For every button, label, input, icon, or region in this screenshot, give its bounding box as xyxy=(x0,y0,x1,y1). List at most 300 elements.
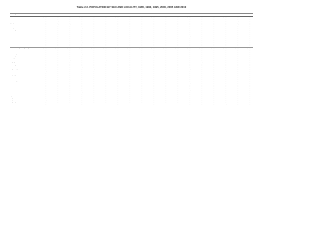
sex-header: Both Sexes xyxy=(181,13,193,16)
value-cell: 7,366 xyxy=(140,20,145,22)
locality-cell: Hagonoy xyxy=(10,101,17,103)
value-cell: 223,673 xyxy=(175,55,181,57)
value-cell: 7,567 xyxy=(92,20,97,22)
locality-cell: Marcelo Green xyxy=(10,94,21,96)
value-cell: 63,620 xyxy=(164,65,169,67)
value-cell: 92,418 xyxy=(80,63,85,65)
value-cell: 13,012 xyxy=(152,90,157,92)
value-cell: 247,517 xyxy=(211,52,217,54)
locality-cell: Tunasan xyxy=(10,71,17,73)
value-cell: 241,528 xyxy=(151,28,157,30)
table-row xyxy=(10,104,253,106)
value-cell: 241,528 xyxy=(223,28,229,30)
value-cell: 63,800 xyxy=(248,63,253,65)
value-cell: 1,420,488 xyxy=(49,48,61,50)
value-cell: 8,566 xyxy=(212,88,217,90)
value-cell: 11,712 xyxy=(188,92,193,94)
value-cell: 19,904 xyxy=(128,75,133,76)
locality-cell: San Miguel xyxy=(10,30,18,32)
value-cell: 21,204 xyxy=(212,76,217,78)
value-cell: 92,418 xyxy=(44,35,49,37)
value-cell: 57,210 xyxy=(212,26,217,28)
locality-cell: Sun Valley xyxy=(10,80,18,82)
value-cell: 13,974 xyxy=(128,80,133,82)
value-cell: 60,470 xyxy=(212,63,217,65)
value-cell: 43,212 xyxy=(152,75,157,76)
value-cell: 14,878 xyxy=(56,76,61,78)
locality-cell: South Metropolitan (SMR) xyxy=(10,48,37,50)
value-cell: 19,214 xyxy=(68,73,73,75)
value-cell: 902 xyxy=(142,103,145,105)
value-cell: 48,250 xyxy=(176,45,181,47)
value-cell: 10,816 xyxy=(152,92,157,94)
value-cell: 3,816,142 xyxy=(145,48,157,50)
locality-cell: Vitalez xyxy=(10,90,15,92)
value-cell: 54,380 xyxy=(200,67,205,69)
value-cell: 1,654,761 xyxy=(114,16,121,18)
value-cell: 133,198 xyxy=(127,28,133,30)
value-cell: 98,316 xyxy=(44,65,49,67)
value-cell: 164,402 xyxy=(115,43,121,45)
value-cell: 6,918 xyxy=(44,94,49,96)
value-cell: 12,222 xyxy=(68,22,73,24)
value-cell: 467,375 xyxy=(151,61,157,63)
table-body xyxy=(10,16,253,105)
value-cell: 21,714 xyxy=(152,84,157,86)
value-cell: 6,396 xyxy=(176,20,181,22)
value-cell: 4,104,712 xyxy=(181,48,193,50)
value-cell: 46,513 xyxy=(68,45,73,47)
value-cell: 83,006 xyxy=(128,43,133,45)
value-cell: 36,604 xyxy=(128,37,133,39)
value-cell: 128,212 xyxy=(223,63,229,65)
value-cell: 379,310 xyxy=(151,54,157,56)
value-cell: 10,006 xyxy=(128,84,133,86)
value-cell: 289,866 xyxy=(139,18,145,20)
value-cell: 215,612 xyxy=(43,54,49,56)
value-cell: 3,712 xyxy=(116,99,121,101)
value-cell: 3,702 xyxy=(164,32,169,34)
value-cell: 58,530 xyxy=(68,26,73,28)
value-cell: 81,396 xyxy=(140,43,145,45)
value-cell: 44,224 xyxy=(44,24,49,26)
value-cell: 41,902 xyxy=(68,63,73,65)
value-cell: 408,610 xyxy=(115,57,121,59)
value-cell: 266,637 xyxy=(79,61,85,63)
value-cell: 528,012 xyxy=(187,50,193,52)
value-cell: 40,858 xyxy=(212,69,217,71)
value-cell: 31,406 xyxy=(248,71,253,73)
locality-cell: Port Area xyxy=(10,41,17,43)
value-cell: 9,293 xyxy=(176,30,181,32)
table-title: Table 2.3. POPULATION BY SEX AND LOCALITY, 1985, 1990, 1995, 2000, 2005 AND 2010 xyxy=(76,6,187,9)
value-cell: 190,714 xyxy=(163,54,169,56)
value-cell: 56,690 xyxy=(164,63,169,65)
value-cell: 18,599 xyxy=(152,30,157,32)
value-cell: 265,388 xyxy=(199,50,205,52)
value-cell: 41,854 xyxy=(104,67,109,69)
value-cell: 5,980 xyxy=(68,88,73,90)
value-cell: 12,018 xyxy=(44,88,49,90)
value-cell: 42,262 xyxy=(92,67,97,69)
value-cell: 4,800 xyxy=(212,32,217,34)
value-cell: 179,804 xyxy=(55,57,61,59)
sex-header: Females xyxy=(49,13,61,16)
value-cell: 46,008 xyxy=(56,45,61,47)
value-cell: 89,110 xyxy=(188,35,193,37)
value-cell: 16,036 xyxy=(128,78,133,80)
sex-header: Males xyxy=(205,13,217,16)
value-cell: 12,406 xyxy=(140,22,145,24)
value-cell: 58,216 xyxy=(224,73,229,75)
value-cell: 4,544 xyxy=(140,32,145,34)
value-cell: 23,570 xyxy=(128,73,133,75)
value-cell: 9,064 xyxy=(248,88,253,90)
value-cell: 22,914 xyxy=(44,80,49,82)
value-cell: 5,512 xyxy=(152,97,157,99)
value-cell: 62,998 xyxy=(176,65,181,67)
value-cell: 1,630,485 xyxy=(42,16,49,18)
value-cell: 12,186 xyxy=(212,22,217,24)
value-cell: 4,016 xyxy=(152,99,157,101)
value-cell: 4,612 xyxy=(224,99,229,101)
value-cell: 529,039 xyxy=(223,52,229,54)
value-cell: 58,612 xyxy=(200,26,205,28)
value-cell: 1,214 xyxy=(56,101,61,103)
value-cell: 34,812 xyxy=(152,78,157,80)
sex-header: Both Sexes xyxy=(109,13,121,16)
value-cell: 8,212 xyxy=(44,92,49,94)
value-cell: 1,406,124 xyxy=(61,48,73,50)
value-cell: 262,624 xyxy=(211,50,217,52)
value-cell: 185,212 xyxy=(91,57,97,59)
value-cell: 228,735 xyxy=(247,54,253,56)
value-cell: 2,170 xyxy=(200,99,205,101)
value-cell: 2,463 xyxy=(176,33,181,35)
value-cell: 12,942 xyxy=(176,82,181,84)
value-cell: 84,212 xyxy=(44,63,49,65)
value-cell: 35,126 xyxy=(176,37,181,39)
value-cell: 22,123 xyxy=(248,24,253,26)
value-cell: 23,518 xyxy=(188,84,193,86)
value-cell: 39,316 xyxy=(152,76,157,78)
value-cell: 43,194 xyxy=(248,69,253,71)
value-cell: 7,999 xyxy=(236,30,241,32)
value-cell: 74,002 xyxy=(188,37,193,39)
value-cell: 278,411 xyxy=(79,54,85,56)
value-cell: 11,702 xyxy=(212,84,217,86)
value-cell: 10,810 xyxy=(236,86,241,88)
value-cell: 2,944 xyxy=(212,97,217,99)
value-cell: 18,212 xyxy=(80,84,85,86)
value-cell: 308,236 xyxy=(79,55,85,57)
value-cell: 14,978 xyxy=(236,82,241,84)
value-cell: 6,690 xyxy=(92,88,97,90)
value-cell: 18,898 xyxy=(200,78,205,80)
value-cell: 14,918 xyxy=(224,90,229,92)
value-cell: 7,092 xyxy=(200,90,205,92)
value-cell: 48,918 xyxy=(68,65,73,67)
value-cell: 86,812 xyxy=(224,69,229,71)
value-cell: 58,514 xyxy=(248,45,253,47)
value-cell: 10,406 xyxy=(56,30,61,32)
value-cell: 38,022 xyxy=(176,69,181,71)
value-cell: 34,812 xyxy=(224,80,229,82)
locality-cell: Taguig xyxy=(10,61,15,63)
value-cell: 46,426 xyxy=(92,63,97,65)
value-cell: 57,407 xyxy=(152,59,157,61)
value-cell: 510,383 xyxy=(187,52,193,54)
value-cell: 3,924 xyxy=(200,95,205,97)
value-cell: 76,134 xyxy=(152,39,157,41)
value-cell: 78,998 xyxy=(164,43,169,45)
value-cell: 6,180 xyxy=(248,92,253,94)
value-cell: 229,244 xyxy=(55,52,61,54)
value-cell: 2,120 xyxy=(56,97,61,99)
value-cell: 817,146 xyxy=(211,16,217,18)
value-cell: 6,012 xyxy=(116,33,121,35)
value-cell: 55,414 xyxy=(104,26,109,28)
value-cell: 28,593 xyxy=(236,41,241,43)
value-cell: 2,718 xyxy=(56,95,61,97)
value-cell: 6,018 xyxy=(80,95,85,97)
locality-cell: Pandacan xyxy=(10,39,18,41)
value-cell: 323,754 xyxy=(235,61,241,63)
value-cell: 76,418 xyxy=(152,69,157,71)
value-cell: 70,012 xyxy=(116,69,121,71)
value-cell: 1,914 xyxy=(152,103,157,105)
value-cell: 4,488 xyxy=(176,94,181,96)
value-cell: 3,162,814 xyxy=(73,48,85,50)
value-cell: 24,536 xyxy=(176,41,181,43)
value-cell: 2,694 xyxy=(68,95,73,97)
value-cell: 22,616 xyxy=(236,76,241,78)
value-cell: 19,398 xyxy=(56,73,61,75)
value-cell: 36,012 xyxy=(116,76,121,78)
value-cell: 70,978 xyxy=(224,37,229,39)
value-cell: 13,316 xyxy=(80,88,85,90)
value-cell: 70,978 xyxy=(152,37,157,39)
value-cell: 161,218 xyxy=(187,43,193,45)
value-cell: 6,430 xyxy=(164,20,169,22)
year-header: 1985 xyxy=(37,11,73,13)
value-cell: 156,414 xyxy=(151,43,157,45)
value-cell: 9,116 xyxy=(81,92,85,94)
value-cell: 74,616 xyxy=(80,37,85,39)
value-cell: 28,591 xyxy=(176,59,181,61)
value-cell: 5,608 xyxy=(56,32,61,34)
value-cell: 818,281 xyxy=(247,16,253,18)
value-cell: 3,824 xyxy=(92,94,97,96)
value-cell: 812,472 xyxy=(139,16,145,18)
value-cell: 21,414 xyxy=(200,76,205,78)
value-cell: 205,452 xyxy=(127,57,133,59)
value-cell: 118,657 xyxy=(247,28,253,30)
value-cell: 16,380 xyxy=(212,80,217,82)
value-cell: 17,918 xyxy=(140,76,145,78)
value-cell: 133,922 xyxy=(91,61,97,63)
value-cell: 9,018 xyxy=(152,94,157,96)
value-cell: 27,374 xyxy=(212,73,217,75)
value-cell: 16,614 xyxy=(188,30,193,32)
value-cell: 141,316 xyxy=(223,65,229,67)
value-cell: 1,571,908 xyxy=(97,48,109,50)
value-cell: 115,747 xyxy=(223,26,229,28)
value-cell: 80,402 xyxy=(68,43,73,45)
value-cell: 1,866 xyxy=(128,99,133,101)
value-cell: 1,718 xyxy=(92,99,97,101)
value-cell: 55,286 xyxy=(116,59,121,61)
value-cell: 61,028 xyxy=(200,63,205,65)
locality-cell: Parañaque xyxy=(10,55,18,57)
value-cell: 204,812 xyxy=(199,57,205,59)
value-cell: 55,262 xyxy=(176,26,181,28)
value-cell: 23,818 xyxy=(116,82,121,84)
sex-header: Females xyxy=(85,13,97,16)
value-cell: 32,918 xyxy=(188,80,193,82)
value-cell: 608,734 xyxy=(187,18,193,20)
value-cell: 233,398 xyxy=(91,52,97,54)
value-cell: 37,690 xyxy=(176,39,181,41)
value-cell: 472,780 xyxy=(151,50,157,52)
value-cell: 35,178 xyxy=(128,69,133,71)
value-cell: 4,138 xyxy=(248,95,253,97)
value-cell: 189,792 xyxy=(139,61,145,63)
value-cell: 298,546 xyxy=(211,18,217,20)
value-cell: 20,034 xyxy=(116,30,121,32)
table-container xyxy=(10,11,253,106)
value-cell: 5,382 xyxy=(176,92,181,94)
value-cell: 7,496 xyxy=(236,90,241,92)
value-cell: 1,498 xyxy=(176,101,181,103)
value-cell: 39,818 xyxy=(224,78,229,80)
value-cell: 108,398 xyxy=(55,54,61,56)
value-cell: 23,522 xyxy=(200,75,205,76)
value-cell: 177,808 xyxy=(67,57,73,59)
value-cell: 7,024 xyxy=(212,90,217,92)
value-cell: 110,720 xyxy=(67,61,73,63)
value-cell: 108,226 xyxy=(187,67,193,69)
value-cell: 3,012 xyxy=(152,101,157,103)
value-cell: 28,968 xyxy=(68,69,73,71)
value-cell: 17,490 xyxy=(164,78,169,80)
value-cell: 2,166,388 xyxy=(241,48,253,50)
value-cell: 3,004 xyxy=(128,33,133,35)
value-cell: 3,716 xyxy=(68,33,73,35)
value-cell: 4,126 xyxy=(56,92,61,94)
value-cell: 7,456 xyxy=(128,20,133,22)
value-cell: 3,574 xyxy=(236,32,241,34)
value-cell: 817,503 xyxy=(91,16,97,18)
value-cell: 58,718 xyxy=(140,65,145,67)
value-cell: 11,561 xyxy=(176,22,181,24)
value-cell: 24,912 xyxy=(224,84,229,86)
value-cell: 14,578 xyxy=(92,78,97,80)
table-header xyxy=(10,11,253,16)
value-cell: 18,044 xyxy=(92,75,97,76)
value-cell: 219,772 xyxy=(103,52,109,54)
value-cell: 254,316 xyxy=(187,28,193,30)
value-cell: 78,710 xyxy=(104,43,109,45)
value-cell: 9,758 xyxy=(68,82,73,84)
value-cell: 15,282 xyxy=(164,80,169,82)
value-cell: 38,614 xyxy=(104,39,109,41)
value-cell: 39,862 xyxy=(68,39,73,41)
value-cell: 6,038 xyxy=(56,88,61,90)
value-cell: 35,836 xyxy=(140,37,145,39)
value-cell: 32,116 xyxy=(92,69,97,71)
value-cell: 52,229 xyxy=(128,45,133,47)
value-cell: 9,150 xyxy=(92,84,97,86)
value-cell: 3,322 xyxy=(128,95,133,97)
value-cell: 131,318 xyxy=(91,28,97,30)
value-cell: 3,290 xyxy=(140,95,145,97)
value-cell: 54,912 xyxy=(212,45,217,47)
value-cell: 17,322 xyxy=(176,78,181,80)
value-cell: 29,952 xyxy=(200,71,205,73)
value-cell: 399,846 xyxy=(115,54,121,56)
value-cell: 24,830 xyxy=(236,75,241,76)
value-cell: 9,814 xyxy=(44,90,49,92)
locality-cell: Pasay xyxy=(10,57,15,59)
value-cell: 222,418 xyxy=(43,61,49,63)
value-cell: 9,360 xyxy=(176,86,181,88)
value-cell: 37,694 xyxy=(92,37,97,39)
value-cell: 115,822 xyxy=(187,26,193,28)
value-cell: 7,342 xyxy=(128,88,133,90)
value-cell: 51,766 xyxy=(140,45,145,47)
value-cell: 153,248 xyxy=(103,55,109,57)
value-cell: 124,912 xyxy=(211,28,217,30)
value-cell: 6,328 xyxy=(200,20,205,22)
value-cell: 100,614 xyxy=(151,67,157,69)
value-cell: 28,116 xyxy=(188,82,193,84)
value-cell: 5,232 xyxy=(236,94,241,96)
value-cell: 305,424 xyxy=(247,18,253,20)
value-cell: 2,098 xyxy=(68,97,73,99)
value-cell: 21,500 xyxy=(176,75,181,76)
locality-cell: Tondo xyxy=(10,18,15,20)
value-cell: 46,212 xyxy=(80,71,85,73)
value-cell: 59,886 xyxy=(56,26,61,28)
value-cell: 35,852 xyxy=(164,37,169,39)
value-cell: 111,698 xyxy=(55,61,61,63)
value-cell: 63,118 xyxy=(224,71,229,73)
value-cell: 82,506 xyxy=(248,43,253,45)
value-cell: 449,811 xyxy=(151,55,157,57)
value-cell: 1,718 xyxy=(80,103,85,105)
value-cell: 45,906 xyxy=(68,35,73,37)
value-cell: 18,094 xyxy=(128,76,133,78)
value-cell: 59,159 xyxy=(236,45,241,47)
value-cell: 8,316 xyxy=(224,95,229,97)
value-cell: 806,251 xyxy=(163,16,169,18)
value-cell: 29,246 xyxy=(56,69,61,71)
value-cell: 1,724,020 xyxy=(133,48,145,50)
value-cell: 6,272 xyxy=(212,20,217,22)
value-cell: 24,298 xyxy=(56,59,61,61)
value-cell: 118,012 xyxy=(115,65,121,67)
value-cell: 29,072 xyxy=(248,41,253,43)
sex-header: Females xyxy=(121,13,133,16)
value-cell: 774,831 xyxy=(175,16,181,18)
value-cell: 5,930 xyxy=(140,90,145,92)
value-cell: 1,897,176 xyxy=(169,48,181,50)
value-cell: 4,884 xyxy=(68,90,73,92)
value-cell: 25,418 xyxy=(80,80,85,82)
value-cell: 106,844 xyxy=(79,65,85,67)
value-cell: 1,698 xyxy=(248,101,253,103)
